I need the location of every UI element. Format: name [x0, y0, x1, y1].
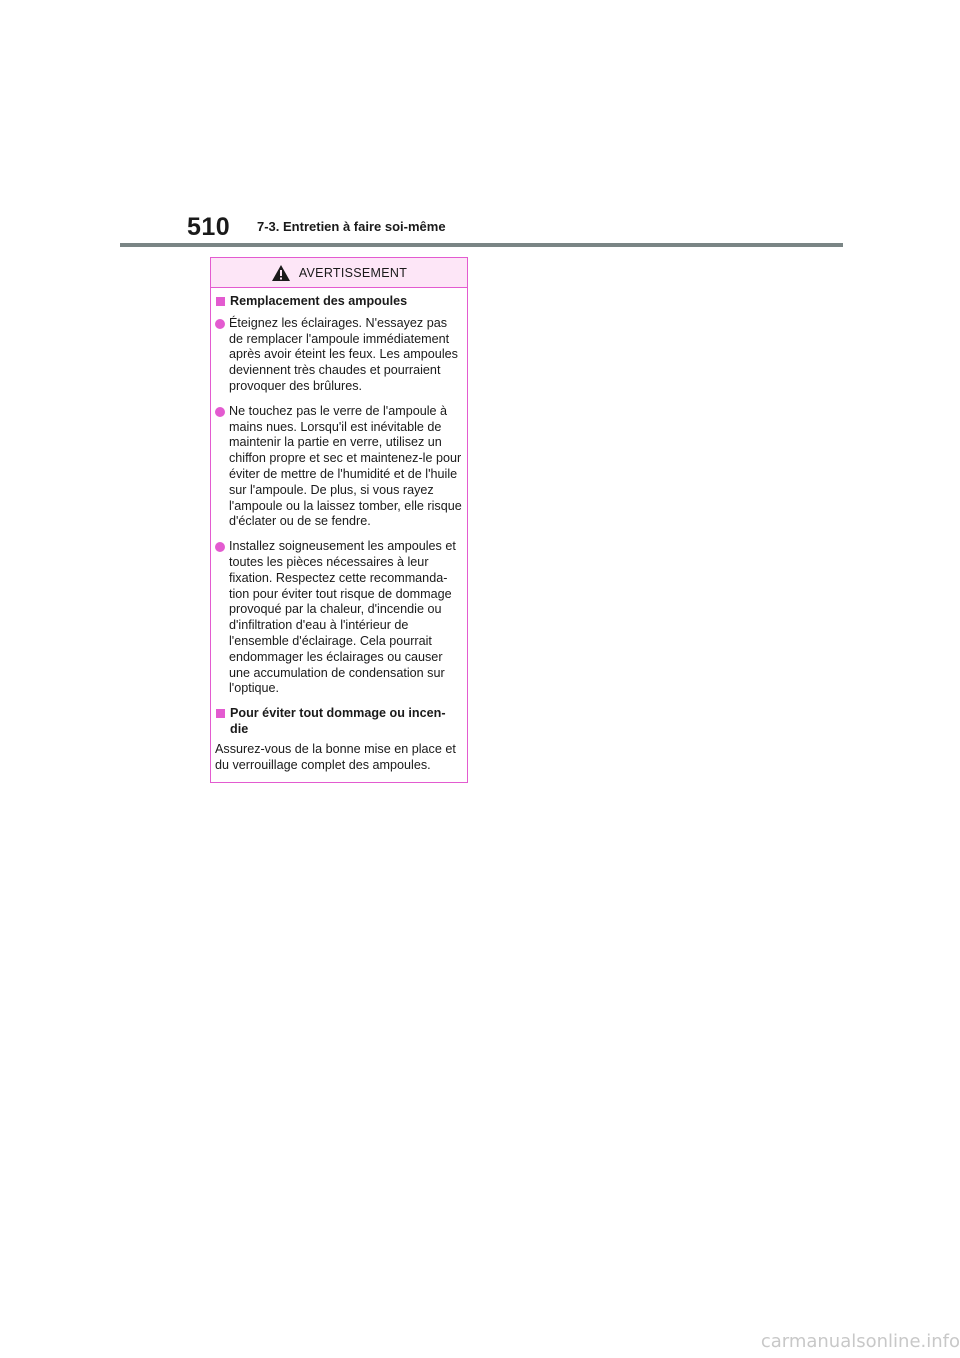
- warning-box: [210, 257, 468, 783]
- subheading-bulb-replacement: Remplacement des ampoules: [215, 294, 463, 310]
- watermark: carmanualsonline.info: [760, 1331, 960, 1352]
- page-number: 510: [187, 213, 231, 241]
- circle-bullet-icon: [215, 319, 225, 329]
- warning-title: AVERTISSEMENT: [298, 265, 408, 280]
- header-divider: [120, 243, 843, 247]
- list-item: Ne touchez pas le verre de l'ampoule à mains nues. Lorsqu'il est inévitable de maintenir la partie en verre, utilisez un chiffon propre et sec et maintenez-le pour éviter de mettre de l'humidité et de l'huile sur l'ampoule. De plus, si vous rayez l'ampoule ou la laissez tomber, elle risque d'éclater ou de se fendre.: [215, 404, 463, 530]
- subheading-prevent-damage: Pour éviter tout dommage ou incen-die: [215, 706, 463, 738]
- circle-bullet-icon: [215, 407, 225, 417]
- list-item: Éteignez les éclairages. N'essayez pas de remplacer l'ampoule immédiatement après avoir éteint les feux. Les ampoules deviennent très chaudes et pourraient provoquer des brûlures.: [215, 316, 463, 395]
- warning-header: [211, 258, 467, 288]
- section-title: 7-3. Entretien à faire soi-même: [257, 219, 446, 234]
- warning-paragraph: Assurez-vous de la bonne mise en place et du verrouillage complet des ampoules.: [215, 741, 456, 772]
- warning-body: [211, 288, 467, 773]
- warning-triangle-icon: [271, 264, 291, 282]
- list-item: Installez soigneusement les ampoules et toutes les pièces nécessaires à leur fixation. Respectez cette recommanda-tion pour éviter tout risque de dommage provoqué par la chaleur, d'incendie ou d'infiltration d'eau à l'intérieur de l'ensemble d'éclairage. Cela pourrait endommager les éclairages ou causer une accumulation de condensation sur l'optique.: [215, 539, 463, 697]
- square-bullet-icon: [216, 709, 225, 718]
- circle-bullet-icon: [215, 542, 225, 552]
- square-bullet-icon: [216, 297, 225, 306]
